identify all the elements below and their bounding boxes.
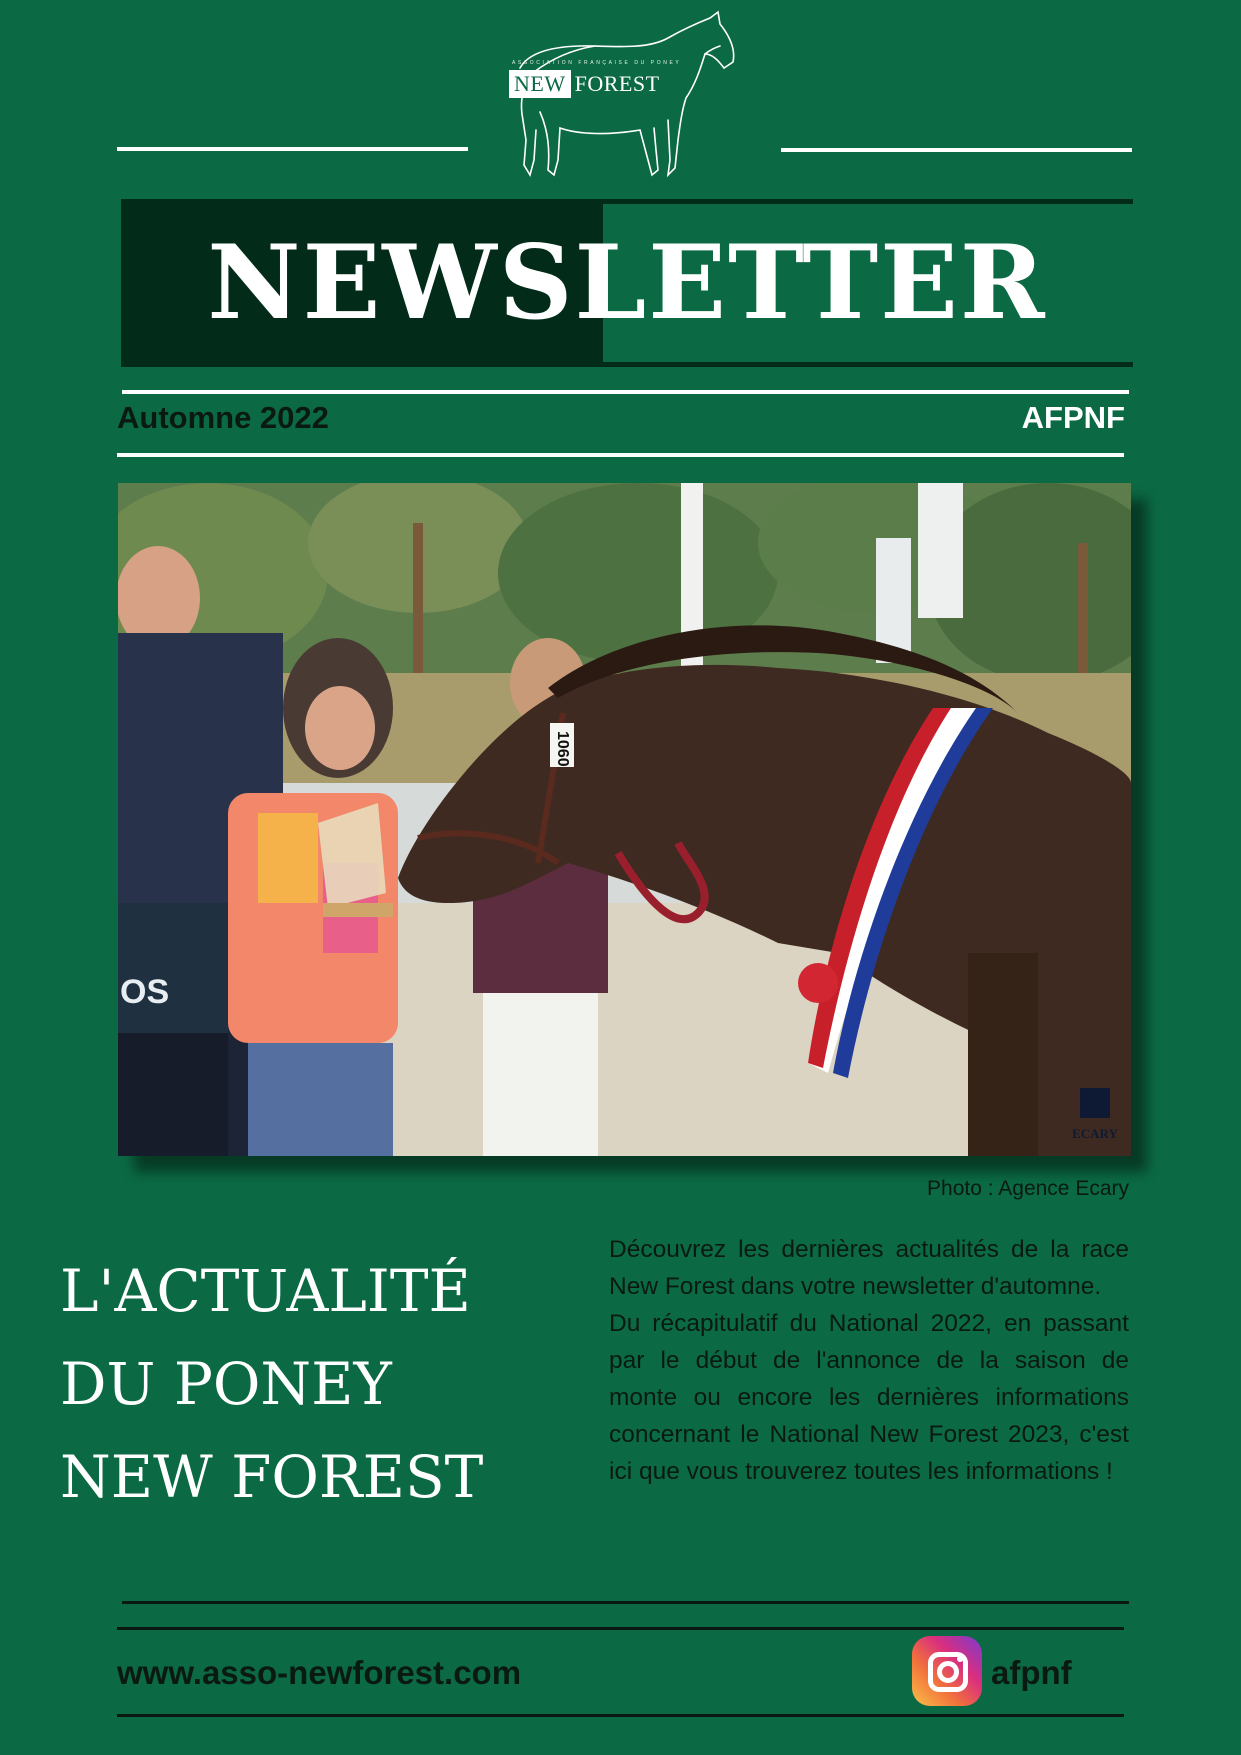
photo-illustration	[118, 483, 1131, 1156]
meta-row	[117, 400, 1125, 436]
logo-association-text: ASSOCIATION FRANÇAISE DU PONEY	[512, 60, 682, 66]
newsletter-title-box	[121, 199, 1133, 367]
meta-rule-top	[122, 390, 1129, 394]
headline-line-2: DU PONEY	[60, 1350, 392, 1418]
top-rule-left	[117, 147, 468, 151]
logo-badge-new: NEW	[509, 70, 571, 98]
headline-line-3: NEW FOREST	[60, 1443, 484, 1511]
intro-text	[609, 1231, 1129, 1490]
cover-headline	[60, 1245, 580, 1524]
logo-badge-forest: FOREST	[574, 71, 660, 96]
footer-rule-3	[117, 1714, 1124, 1717]
photo-sign-text: OS	[120, 973, 170, 1011]
cover-photo	[118, 483, 1131, 1156]
newsletter-title: NEWSLETTER	[207, 223, 1047, 343]
intro-paragraph-2: Du récapitulatif du National 2022, en passant par le début de l'annonce de la saison de monte ou encore les dernières informations concernant le National New Forest 2023, c'est ici que vous trouverez toutes les informations !	[609, 1310, 1129, 1485]
org-label: AFPNF	[1021, 400, 1125, 435]
footer-rule-2	[117, 1627, 1124, 1630]
footer-rule-1	[122, 1601, 1129, 1604]
photo-bib-number: 1060	[554, 731, 571, 767]
top-rule-right	[781, 148, 1132, 152]
instagram-icon[interactable]	[912, 1636, 982, 1706]
instagram-handle[interactable]: afpnf	[991, 1654, 1072, 1691]
new-forest-logo	[500, 10, 745, 185]
logo-badge	[509, 70, 664, 98]
headline-line-1: L'ACTUALITÉ	[60, 1257, 471, 1325]
photo-agency-mark: ECARY	[1072, 1126, 1118, 1141]
website-link[interactable]: www.asso-newforest.com	[117, 1654, 522, 1691]
season-label: Automne 2022	[117, 400, 329, 435]
meta-rule-bottom	[117, 453, 1124, 457]
photo-credit: Photo : Agence Ecary	[927, 1177, 1129, 1200]
intro-paragraph-1: Découvrez les dernières actualités de la race New Forest dans votre newsletter d'automne.	[609, 1236, 1129, 1300]
